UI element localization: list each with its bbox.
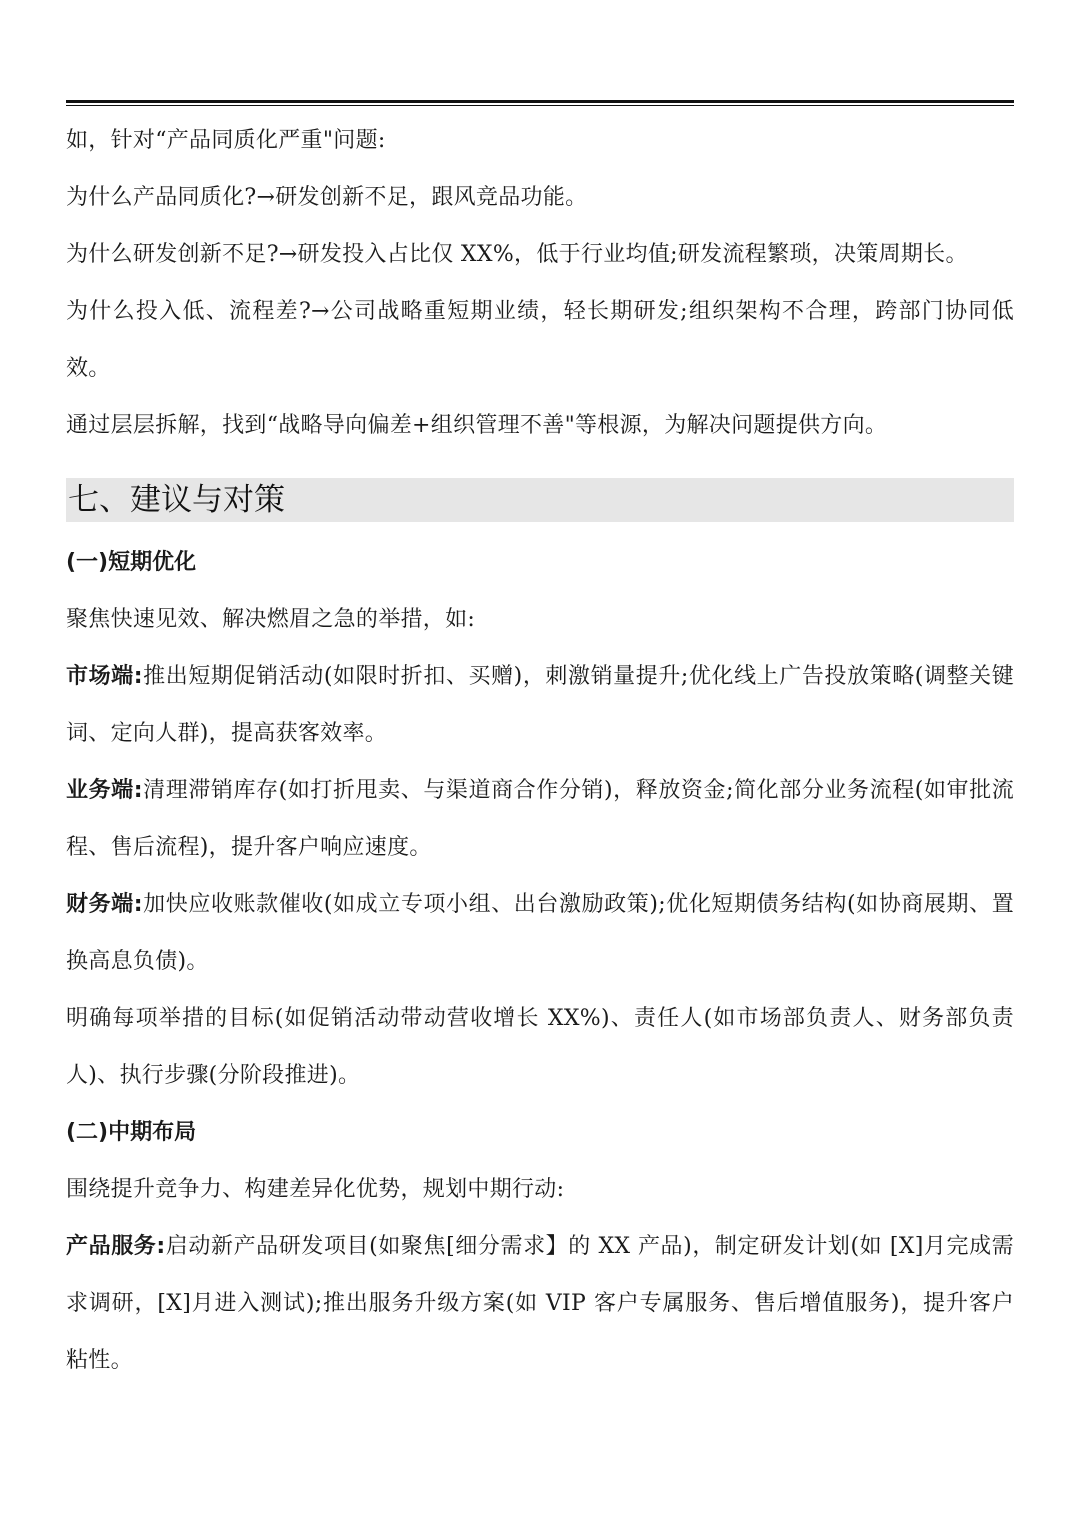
intro-paragraph-1: 如，针对“产品同质化严重"问题: [66,128,386,153]
short-term-intro: 聚焦快速见效、解决燃眉之急的举措，如: [66,607,476,632]
section-title: 七、建议与对策 [66,478,1014,522]
intro-paragraph-2: 为什么产品同质化?→研发创新不足，跟风竞品功能。 [66,185,588,210]
business-label: 业务端: [66,778,143,803]
business-text: 清理滞销库存(如打折甩卖、与渠道商合作分销)，释放资金;简化部分业务流程(如审批流程、售后流程)，提升客户响应速度。 [66,778,1014,860]
mid-term-heading: (二)中期布局 [66,1120,197,1145]
intro-paragraph-3: 为什么研发创新不足?→研发投入占比仅 XX%，低于行业均值;研发流程繁琐，决策周期长。 [66,242,968,267]
business-paragraph [66,762,1014,876]
market-text: 推出短期促销活动(如限时折扣、买赠)，刺激销量提升;优化线上广告投放策略(调整关键词、定向人群)，提高获客效率。 [66,664,1014,746]
short-term-summary: 明确每项举措的目标(如促销活动带动营收增长 XX%)、责任人(如市场部负责人、财务部负责人)、执行步骤(分阶段推进)。 [66,1006,1014,1088]
mid-term-intro: 围绕提升竞争力、构建差异化优势，规划中期行动: [66,1177,565,1202]
header-rule [66,100,1014,106]
market-label: 市场端: [66,664,143,689]
finance-label: 财务端: [66,892,143,917]
finance-paragraph [66,876,1014,990]
product-paragraph [66,1218,1014,1389]
finance-text: 加快应收账款催收(如成立专项小组、出台激励政策);优化短期债务结构(如协商展期、置换高息负债)。 [66,892,1014,974]
market-paragraph [66,648,1014,762]
short-term-heading: (一)短期优化 [66,550,197,575]
product-text: 启动新产品研发项目(如聚焦[细分需求】的 XX 产品)，制定研发计划(如 [X]月完成需求调研，[X]月进入测试);推出服务升级方案(如 VIP 客户专属服务、售后增值服务)，提升客户粘性。 [66,1234,1014,1373]
product-label: 产品服务: [66,1234,166,1259]
intro-paragraph-5: 通过层层拆解，找到“战略导向偏差+组织管理不善"等根源，为解决问题提供方向。 [66,413,888,438]
document-body [66,112,1014,1389]
intro-paragraph-4: 为什么投入低、流程差?→公司战略重短期业绩，轻长期研发;组织架构不合理，跨部门协同低效。 [66,299,1014,381]
